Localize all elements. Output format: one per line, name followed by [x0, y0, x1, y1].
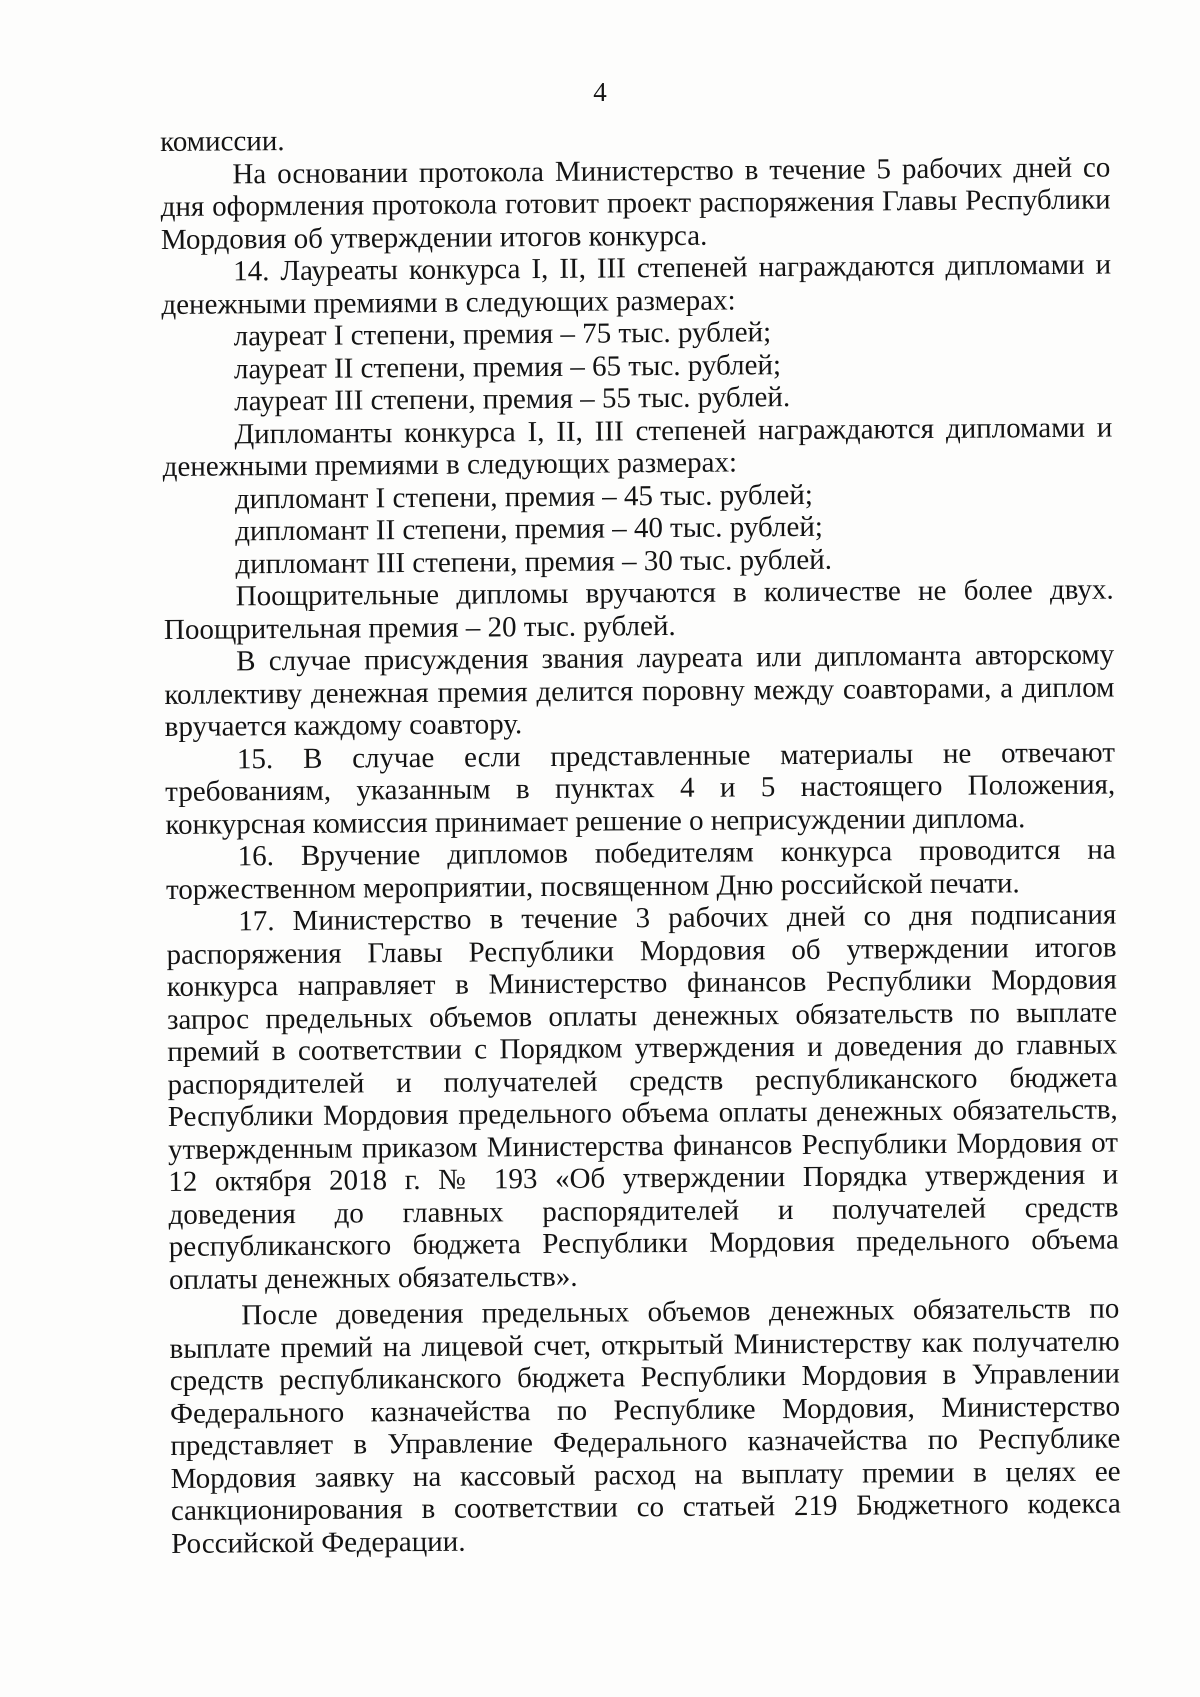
page-number: 4	[593, 77, 607, 107]
paragraph-collective: В случае присуждения звания лауреата или дипломанта авторскому коллективу денежная премия делится поровну между соавторами, а диплом вручается каждому соавтору.	[164, 638, 1115, 743]
paragraph-item-17: 17. Министерство в течение 3 рабочих дней со дня подписания распоряжения Главы Республики Мордовия об утверждении итогов конкурса направляет в Министерство финансов Республики Мордовия запрос предельных объемов оплаты денежных обязательств по выплате премий в соответствии с Порядком утверждения и доведения до главных распорядителей и получателей средств республиканского бюджета Республики Мордовия предельного объема оплаты денежных обязательств, утвержденным приказом Министерства финансов Республики Мордовия от 12 октября 2018 г. № 193 «Об утверждении Порядка утверждения и доведения до главных распорядителей и получателей средств республиканского бюджета Республики Мордовия предельного объема оплаты денежных обязательств».	[166, 898, 1119, 1296]
paragraph-encouragement: Поощрительные дипломы вручаются в количестве не более двух. Поощрительная премия – 20 тыс. рублей.	[163, 573, 1114, 646]
paragraph-item-15: 15. В случае если представленные материалы не отвечают требованиям, указанным в пунктах 4 и 5 настоящего Положения, конкурсная комиссия принимает решение о неприсуждении диплома.	[165, 736, 1116, 841]
diplomant-3-prize: дипломант III степени, премия – 30 тыс. рублей.	[235, 543, 833, 580]
laureate-1-prize: лауреат I степени, премия – 75 тыс. рублей;	[233, 316, 772, 353]
paragraph-protocol: На основании протокола Министерство в течение 5 рабочих дней со дня оформления протокола готовит проект распоряжения Главы Республики Мордовия об утверждении итогов конкурса.	[160, 151, 1111, 256]
laureate-2-prize: лауреат II степени, премия – 65 тыс. рублей;	[233, 348, 782, 385]
diplomant-2-prize: дипломант II степени, премия – 40 тыс. рублей;	[235, 510, 823, 548]
laureate-3-prize: лауреат III степени, премия – 55 тыс. рублей.	[234, 381, 791, 418]
document-body	[160, 119, 1121, 1560]
paragraph-treasury: После доведения предельных объемов денежных обязательств по выплате премий на лицевой счет, открытый Министерству как получателю средств республиканского бюджета Республики Мордовия в Управлении Федерального казначейства по Республике Мордовия, Министерство представляет в Управление Федерального казначейства по Республике Мордовия заявку на кассовый расход на выплату премии в целях ее санкционирования в соответствии со статьей 219 Бюджетного кодекса Российской Федерации.	[169, 1292, 1121, 1560]
diplomant-1-prize: дипломант I степени, премия – 45 тыс. рублей;	[234, 478, 814, 515]
paragraph-continuation: комиссии.	[160, 125, 285, 158]
paragraph-item-16: 16. Вручение дипломов победителям конкурса проводится на торжественном мероприятии, посвященном Дню российской печати.	[165, 833, 1116, 906]
paragraph-item-14: 14. Лауреаты конкурса I, II, III степеней награждаются дипломами и денежными премиями в следующих размерах:	[161, 248, 1112, 321]
paragraph-diplomants: Дипломанты конкурса I, II, III степеней награждаются дипломами и денежными премиями в следующих размерах:	[162, 411, 1113, 483]
